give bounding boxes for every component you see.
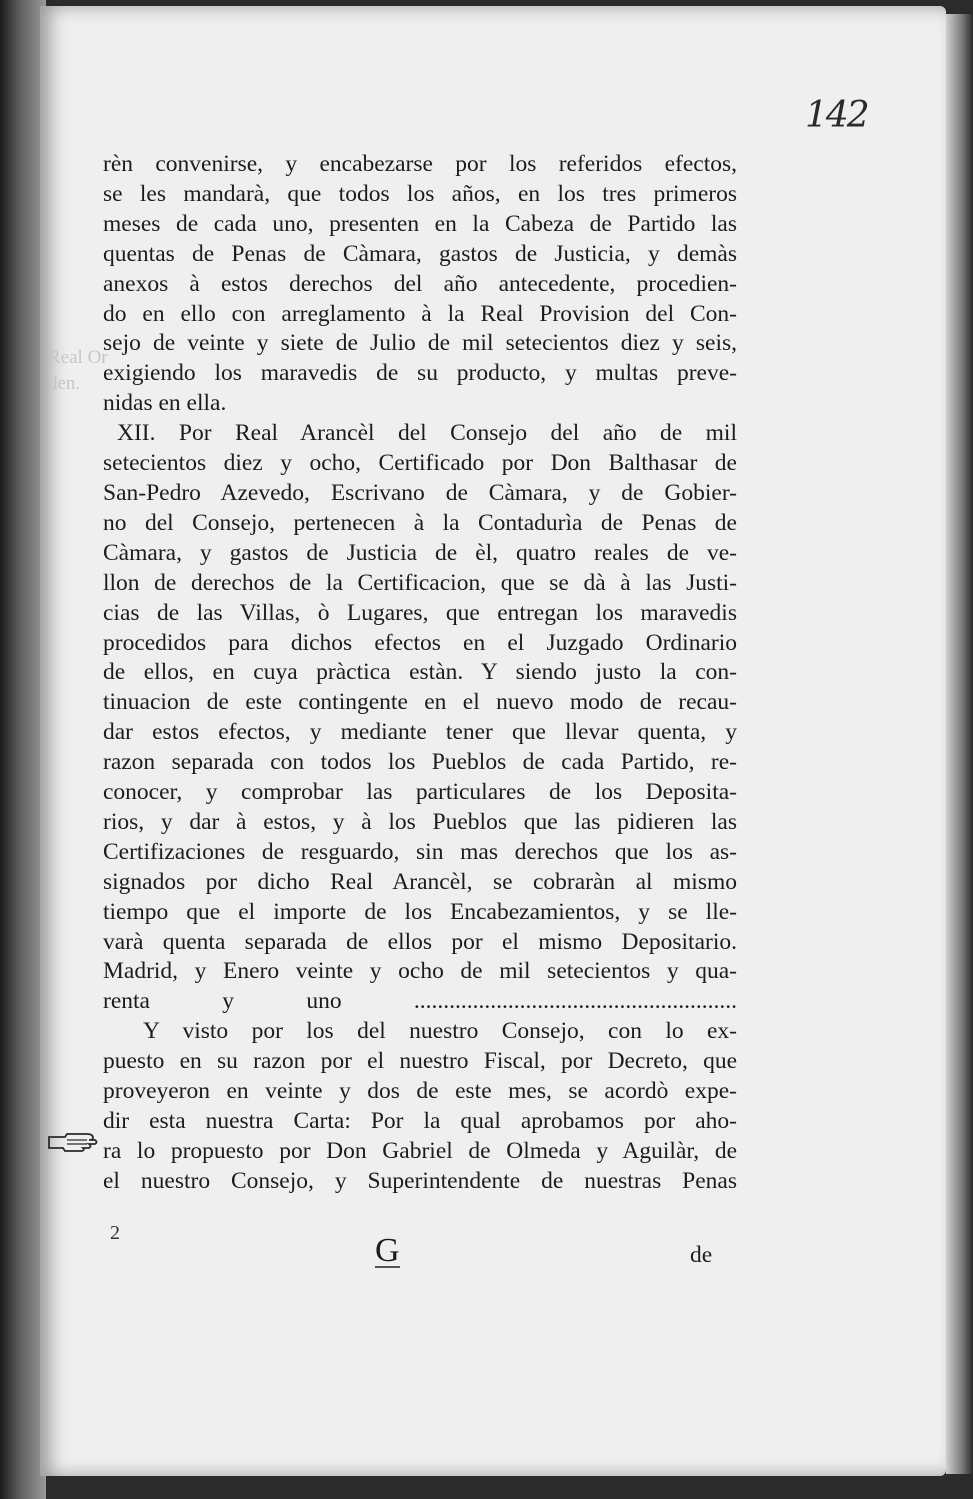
text-line: dir esta nuestra Carta: Por la qual aprobamos por aho- — [103, 1108, 737, 1134]
right-page-edge — [946, 14, 973, 1474]
text-line: tiempo que el importe de los Encabezamientos, y se lle- — [103, 898, 737, 925]
signature-mark: 2 — [110, 1222, 120, 1244]
text-line: dar estos efectos, y mediante tener que llevar quenta, y — [103, 719, 737, 746]
section-heading-line: XII. Por Real Arancèl del Consejo del año de mil — [117, 420, 737, 447]
text-line: rèn convenirse, y encabezarse por los referidos efectos, — [103, 151, 737, 177]
text-line: tinuacion de este contingente en el nuevo modo de recau- — [103, 689, 737, 716]
text-line: rios, y dar à estos, y à los Pueblos que las pidieren las — [103, 808, 737, 835]
text-line: no del Consejo, pertenecen à la Contadurìa de Penas de — [103, 509, 737, 536]
body-text — [103, 150, 737, 1197]
text-line: proveyeron en veinte y dos de este mes, se acordò expe- — [103, 1078, 737, 1105]
signature-letter: G — [375, 1232, 400, 1269]
text-line: Càmara, y gastos de Justicia de èl, quatro reales de ve- — [103, 539, 737, 566]
text-line: do en ello con arreglamento à la Real Provision del Con- — [103, 300, 737, 327]
text-line: Certifizaciones de resguardo, sin mas derechos que los as- — [103, 838, 737, 865]
text-line: procedidos para dichos efectos en el Juzgado Ordinario — [103, 629, 737, 656]
text-line: puesto en su razon por el nuestro Fiscal, por Decreto, que — [103, 1048, 737, 1075]
text-line: llon de derechos de la Certificacion, que se dà à las Justi- — [103, 569, 737, 596]
text-line: Madrid, y Enero veinte y ocho de mil setecientos y qua- — [103, 958, 737, 985]
paragraph-start-line: Y visto por los del nuestro Consejo, con lo ex- — [143, 1018, 737, 1045]
manicule-icon — [47, 1131, 99, 1153]
text-line: quentas de Penas de Càmara, gastos de Justicia, y demàs — [103, 240, 737, 267]
text-line: meses de cada uno, presenten en la Cabeza de Partido las — [103, 210, 737, 237]
text-line: se les mandarà, que todos los años, en los tres primeros — [103, 180, 737, 207]
text-line: de ellos, en cuya pràctica estàn. Y siendo justo la con- — [103, 659, 737, 686]
text-line: sejo de veinte y siete de Julio de mil setecientos diez y seis, — [103, 330, 737, 357]
text-line: setecientos diez y ocho, Certificado por Don Balthasar de — [103, 450, 737, 477]
text-line: cias de las Villas, ò Lugares, que entregan los maravedis — [103, 599, 737, 626]
text-line: nidas en ella. — [103, 390, 227, 417]
text-line: el nuestro Consejo, y Superintendente de nuestras Penas — [103, 1167, 737, 1194]
text-line: razon separada con todos los Pueblos de cada Partido, re- — [103, 749, 737, 776]
text-line: conocer, y comprobar las particulares de los Deposita- — [103, 779, 737, 806]
text-line: anexos à estos derechos del año antecedente, procedien- — [103, 270, 737, 297]
text-line: exigiendo los maravedis de su producto, y multas preve- — [103, 360, 737, 387]
text-line: renta y uno ....................................................... — [103, 988, 737, 1015]
folio-number: 142 — [805, 95, 868, 136]
margin-note: Real Or den. — [48, 347, 108, 394]
text-line: San-Pedro Azevedo, Escrivano de Càmara, y de Gobier- — [103, 479, 737, 506]
text-line: varà quenta separada de ellos por el mismo Depositario. — [103, 928, 737, 955]
text-line: signados por dicho Real Arancèl, se cobraràn al mismo — [103, 868, 737, 895]
text-line: ra lo propuesto por Don Gabriel de Olmeda y Aguilàr, de — [103, 1137, 737, 1164]
catchword: de — [690, 1242, 713, 1268]
